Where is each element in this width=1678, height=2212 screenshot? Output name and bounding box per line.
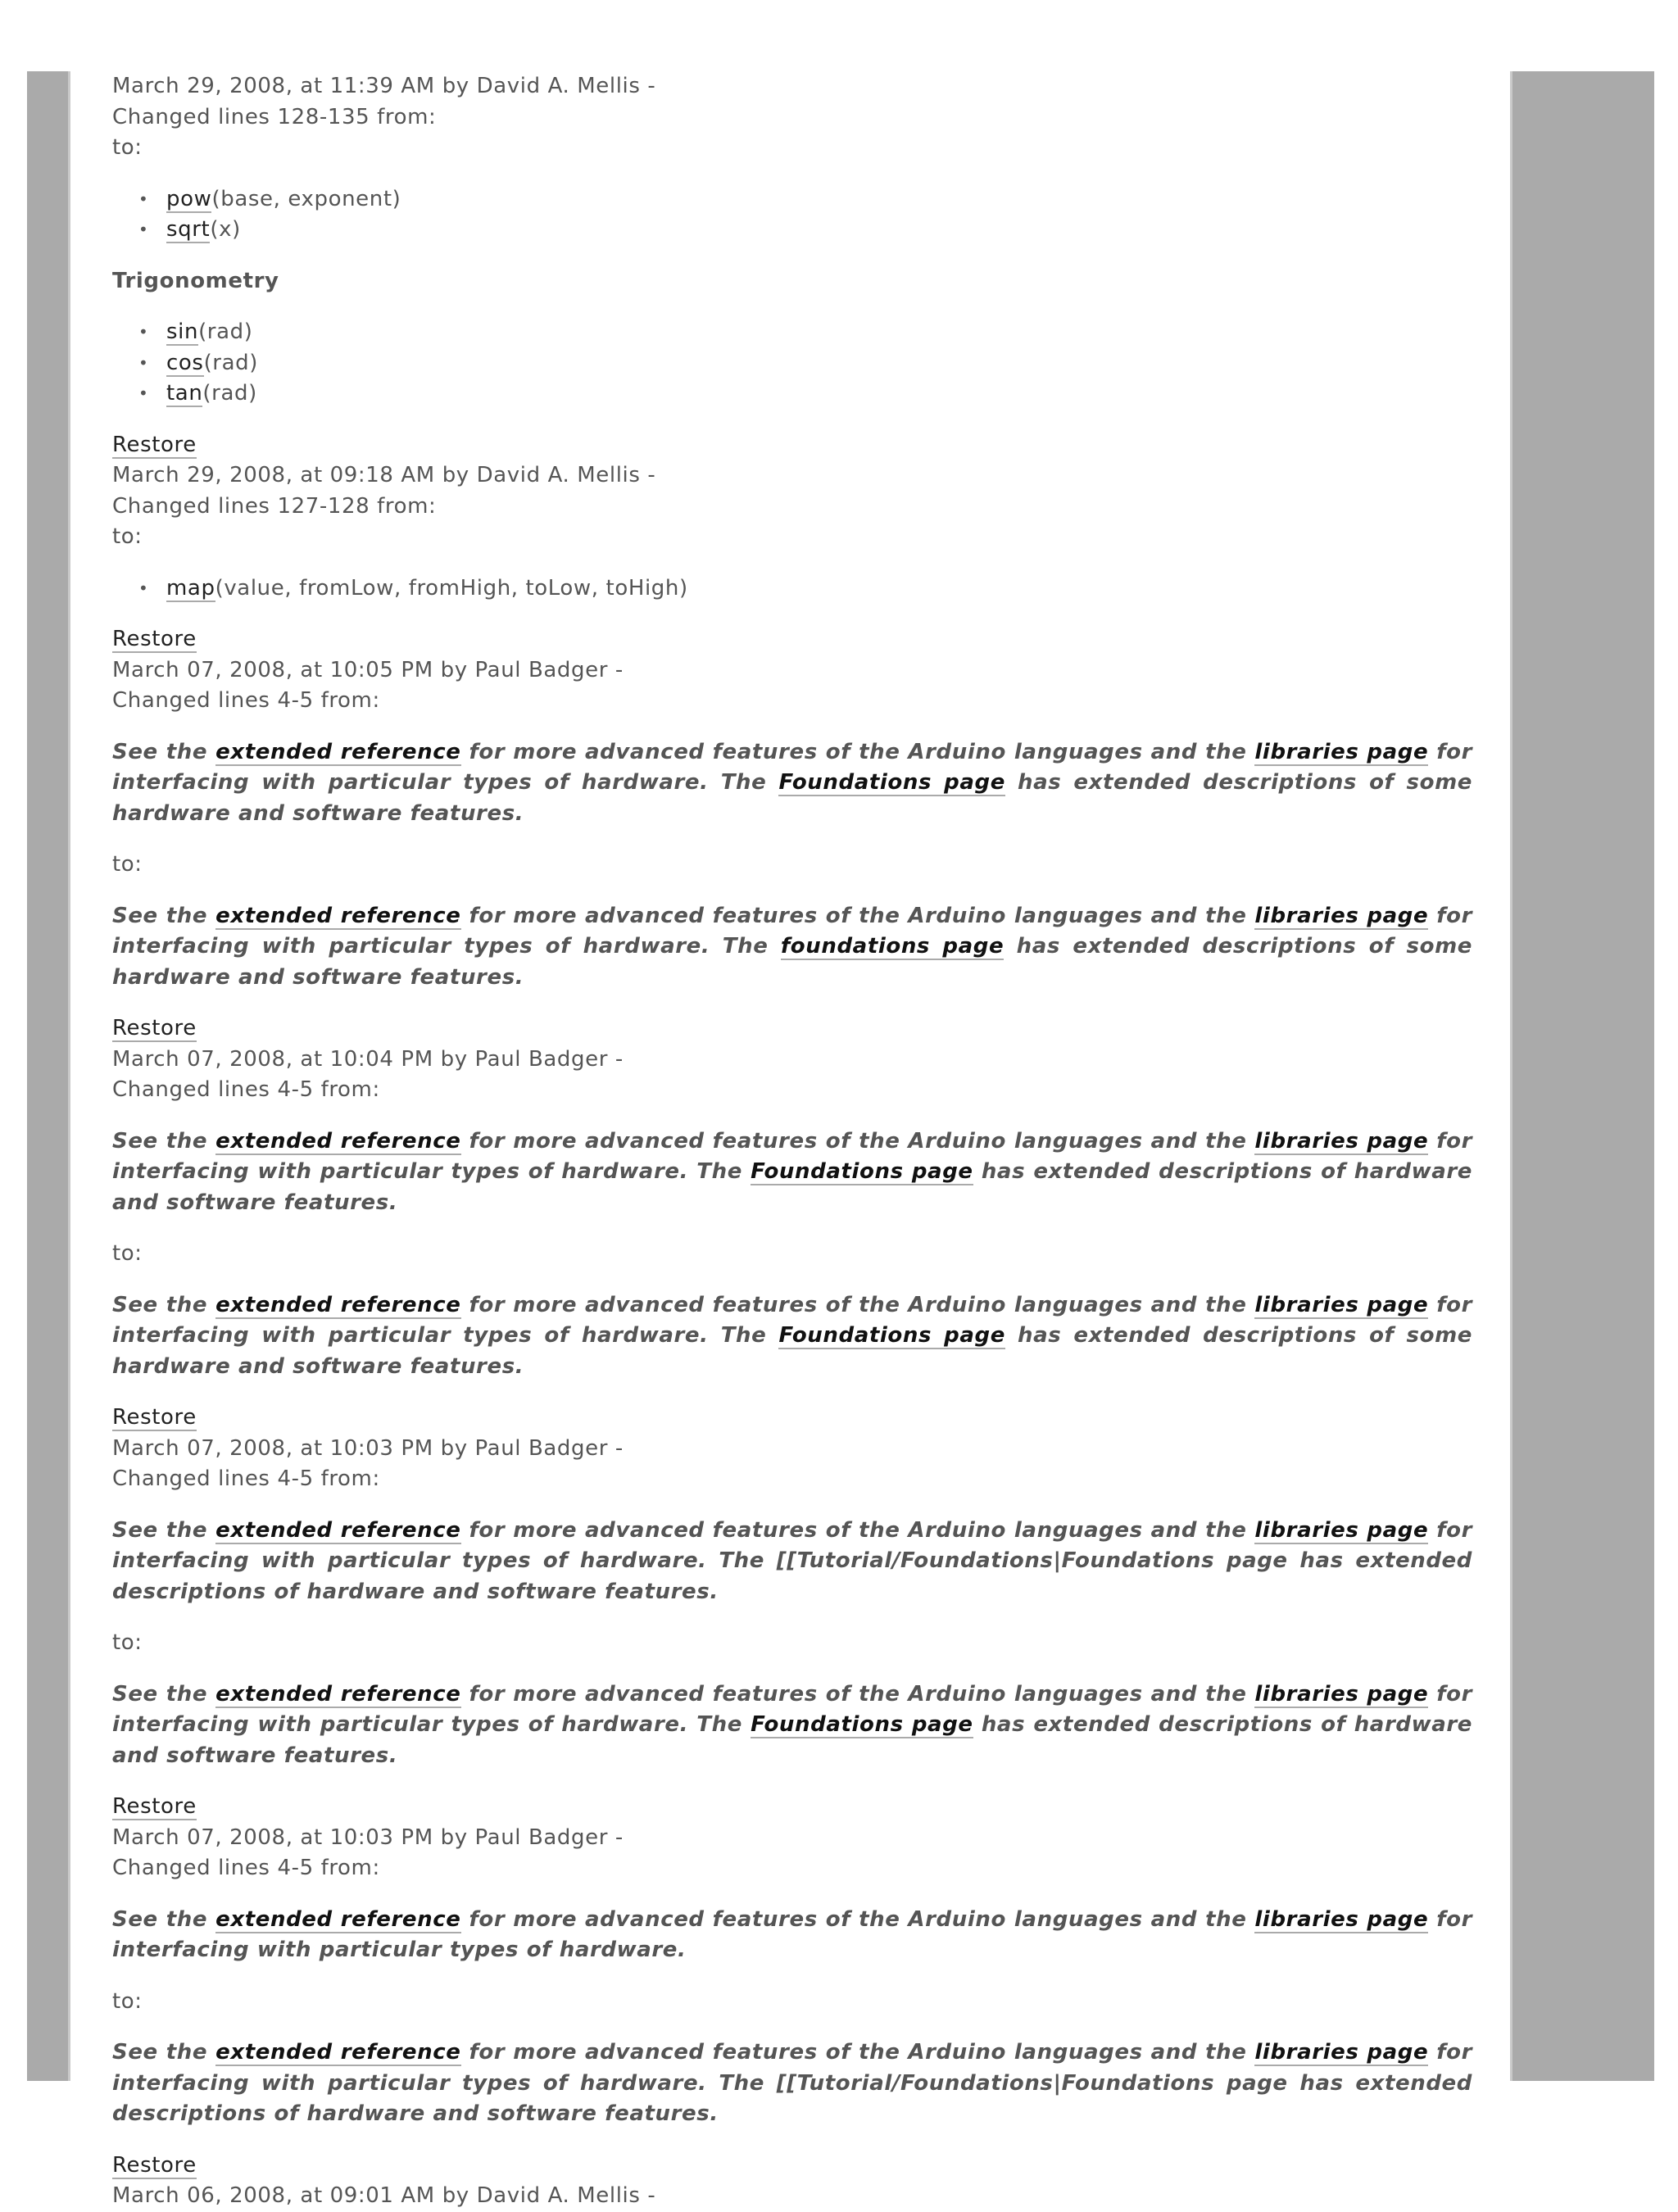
extended-reference-link[interactable]: extended reference [215, 739, 461, 764]
list-item [166, 317, 1472, 348]
sin-link[interactable]: sin [166, 320, 199, 344]
changed-lines: Changed lines 127-128 from: [112, 493, 437, 519]
libraries-page-link[interactable]: libraries page [1254, 1681, 1429, 1707]
extended-reference-link[interactable]: extended reference [215, 1681, 461, 1707]
to-label: to: [112, 1988, 143, 2014]
restore-link[interactable]: Restore [112, 1405, 197, 1430]
restore-link[interactable]: Restore [112, 627, 197, 651]
foundations-page-link[interactable]: foundations page [780, 934, 1005, 959]
list-item [166, 184, 1472, 215]
pow-link[interactable]: pow [166, 186, 212, 211]
left-sidebar-bar [27, 71, 70, 2081]
extended-reference-link[interactable]: extended reference [215, 1517, 461, 1543]
diff-from-paragraph: See the extended reference for more advanced features of the Arduino languages and the libraries page for interfacing with particular types of hardware. The Foundations page has extended descriptions of hardware and software features. [112, 1128, 1472, 1215]
restore-link[interactable]: Restore [112, 432, 197, 457]
diff-to-paragraph: See the extended reference for more advanced features of the Arduino languages and the libraries page for interfacing with particular types of hardware. The [[Tutorial/Foundations|Foundations page has extended descriptions of hardware and software features. [112, 2040, 1472, 2126]
tan-link[interactable]: tan [166, 381, 203, 406]
foundations-page-link[interactable]: Foundations page [778, 770, 1005, 795]
libraries-page-link[interactable]: libraries page [1254, 1517, 1429, 1543]
libraries-page-link[interactable]: libraries page [1254, 1128, 1429, 1154]
diff-to-paragraph: See the extended reference for more advanced features of the Arduino languages and the libraries page for interfacing with particular types of hardware. The Foundations page has extended descriptions of hardware and software features. [112, 1681, 1472, 1768]
restore-link[interactable]: Restore [112, 2152, 197, 2178]
extended-reference-link[interactable]: extended reference [215, 1128, 461, 1154]
map-link[interactable]: map [166, 575, 215, 601]
extended-reference-link[interactable]: extended reference [215, 1906, 461, 1932]
changed-lines: Changed lines 4-5 from: [112, 1856, 380, 1880]
revision-meta: March 07, 2008, at 10:05 PM by Paul Badger - [112, 657, 624, 682]
changed-lines: Changed lines 4-5 from: [112, 1466, 380, 1491]
restore-link[interactable]: Restore [112, 1016, 197, 1040]
revision-meta: March 07, 2008, at 10:03 PM by Paul Badger - [112, 1435, 624, 1461]
diff-to-paragraph: See the extended reference for more advanced features of the Arduino languages and the libraries page for interfacing with particular types of hardware. The foundations page has extended descriptions of some hardware and software features. [112, 903, 1472, 990]
libraries-page-link[interactable]: libraries page [1254, 1292, 1429, 1317]
changed-lines: Changed lines 4-5 from: [112, 688, 380, 713]
sin-args: (rad) [198, 320, 253, 344]
to-label: to: [112, 135, 143, 160]
pow-args: (base, exponent) [211, 186, 401, 211]
diff-to-paragraph: See the extended reference for more advanced features of the Arduino languages and the libraries page for interfacing with particular types of hardware. The Foundations page has extended descriptions of some hardware and software features. [112, 1292, 1472, 1379]
sqrt-args: (x) [210, 217, 241, 242]
to-label: to: [112, 1241, 143, 1266]
list-item [166, 348, 1472, 379]
function-list [112, 184, 1472, 246]
revision-meta: March 06, 2008, at 09:01 AM by David A. Mellis - [112, 2183, 656, 2208]
diff-from-paragraph: See the extended reference for more advanced features of the Arduino languages and the libraries page for interfacing with particular types of hardware. [112, 1906, 1472, 1962]
revision-meta: March 29, 2008, at 11:39 AM by David A. Mellis - [112, 74, 656, 98]
list-item [166, 573, 1472, 605]
diff-from-paragraph: See the extended reference for more advanced features of the Arduino languages and the libraries page for interfacing with particular types of hardware. The Foundations page has extended descriptions of some hardware and software features. [112, 739, 1472, 826]
extended-reference-link[interactable]: extended reference [215, 1292, 461, 1317]
extended-reference-link[interactable]: extended reference [215, 903, 461, 928]
function-list [112, 317, 1472, 410]
to-label: to: [112, 524, 143, 549]
page-history-content [112, 71, 1472, 2212]
foundations-page-link[interactable]: Foundations page [751, 1159, 973, 1184]
map-args: (value, fromLow, fromHigh, toLow, toHigh) [215, 575, 688, 601]
function-list [112, 573, 1472, 605]
to-label: to: [112, 1630, 143, 1655]
right-sidebar-bar [1510, 71, 1654, 2081]
revision-meta: March 07, 2008, at 10:03 PM by Paul Badger - [112, 1824, 624, 1850]
revision-meta: March 29, 2008, at 09:18 AM by David A. Mellis - [112, 463, 656, 487]
libraries-page-link[interactable]: libraries page [1254, 2040, 1429, 2065]
foundations-page-link[interactable]: Foundations page [778, 1323, 1005, 1348]
libraries-page-link[interactable]: libraries page [1254, 903, 1429, 928]
changed-lines: Changed lines 128-135 from: [112, 104, 437, 129]
section-heading: Trigonometry [112, 268, 279, 293]
to-label: to: [112, 852, 143, 877]
tan-args: (rad) [202, 381, 257, 406]
sqrt-link[interactable]: sqrt [166, 217, 211, 242]
cos-link[interactable]: cos [166, 350, 204, 375]
libraries-page-link[interactable]: libraries page [1254, 1906, 1429, 1932]
revision-meta: March 07, 2008, at 10:04 PM by Paul Badger - [112, 1046, 624, 1072]
list-item [166, 378, 1472, 410]
cos-args: (rad) [203, 350, 258, 375]
diff-from-paragraph: See the extended reference for more advanced features of the Arduino languages and the libraries page for interfacing with particular types of hardware. The [[Tutorial/Foundations|Foundations page has extended descriptions of hardware and software features. [112, 1517, 1472, 1604]
extended-reference-link[interactable]: extended reference [215, 2040, 461, 2065]
foundations-page-link[interactable]: Foundations page [751, 1712, 973, 1737]
libraries-page-link[interactable]: libraries page [1254, 739, 1429, 764]
restore-link[interactable]: Restore [112, 1794, 197, 1819]
changed-lines: Changed lines 4-5 from: [112, 1077, 380, 1102]
list-item [166, 215, 1472, 246]
